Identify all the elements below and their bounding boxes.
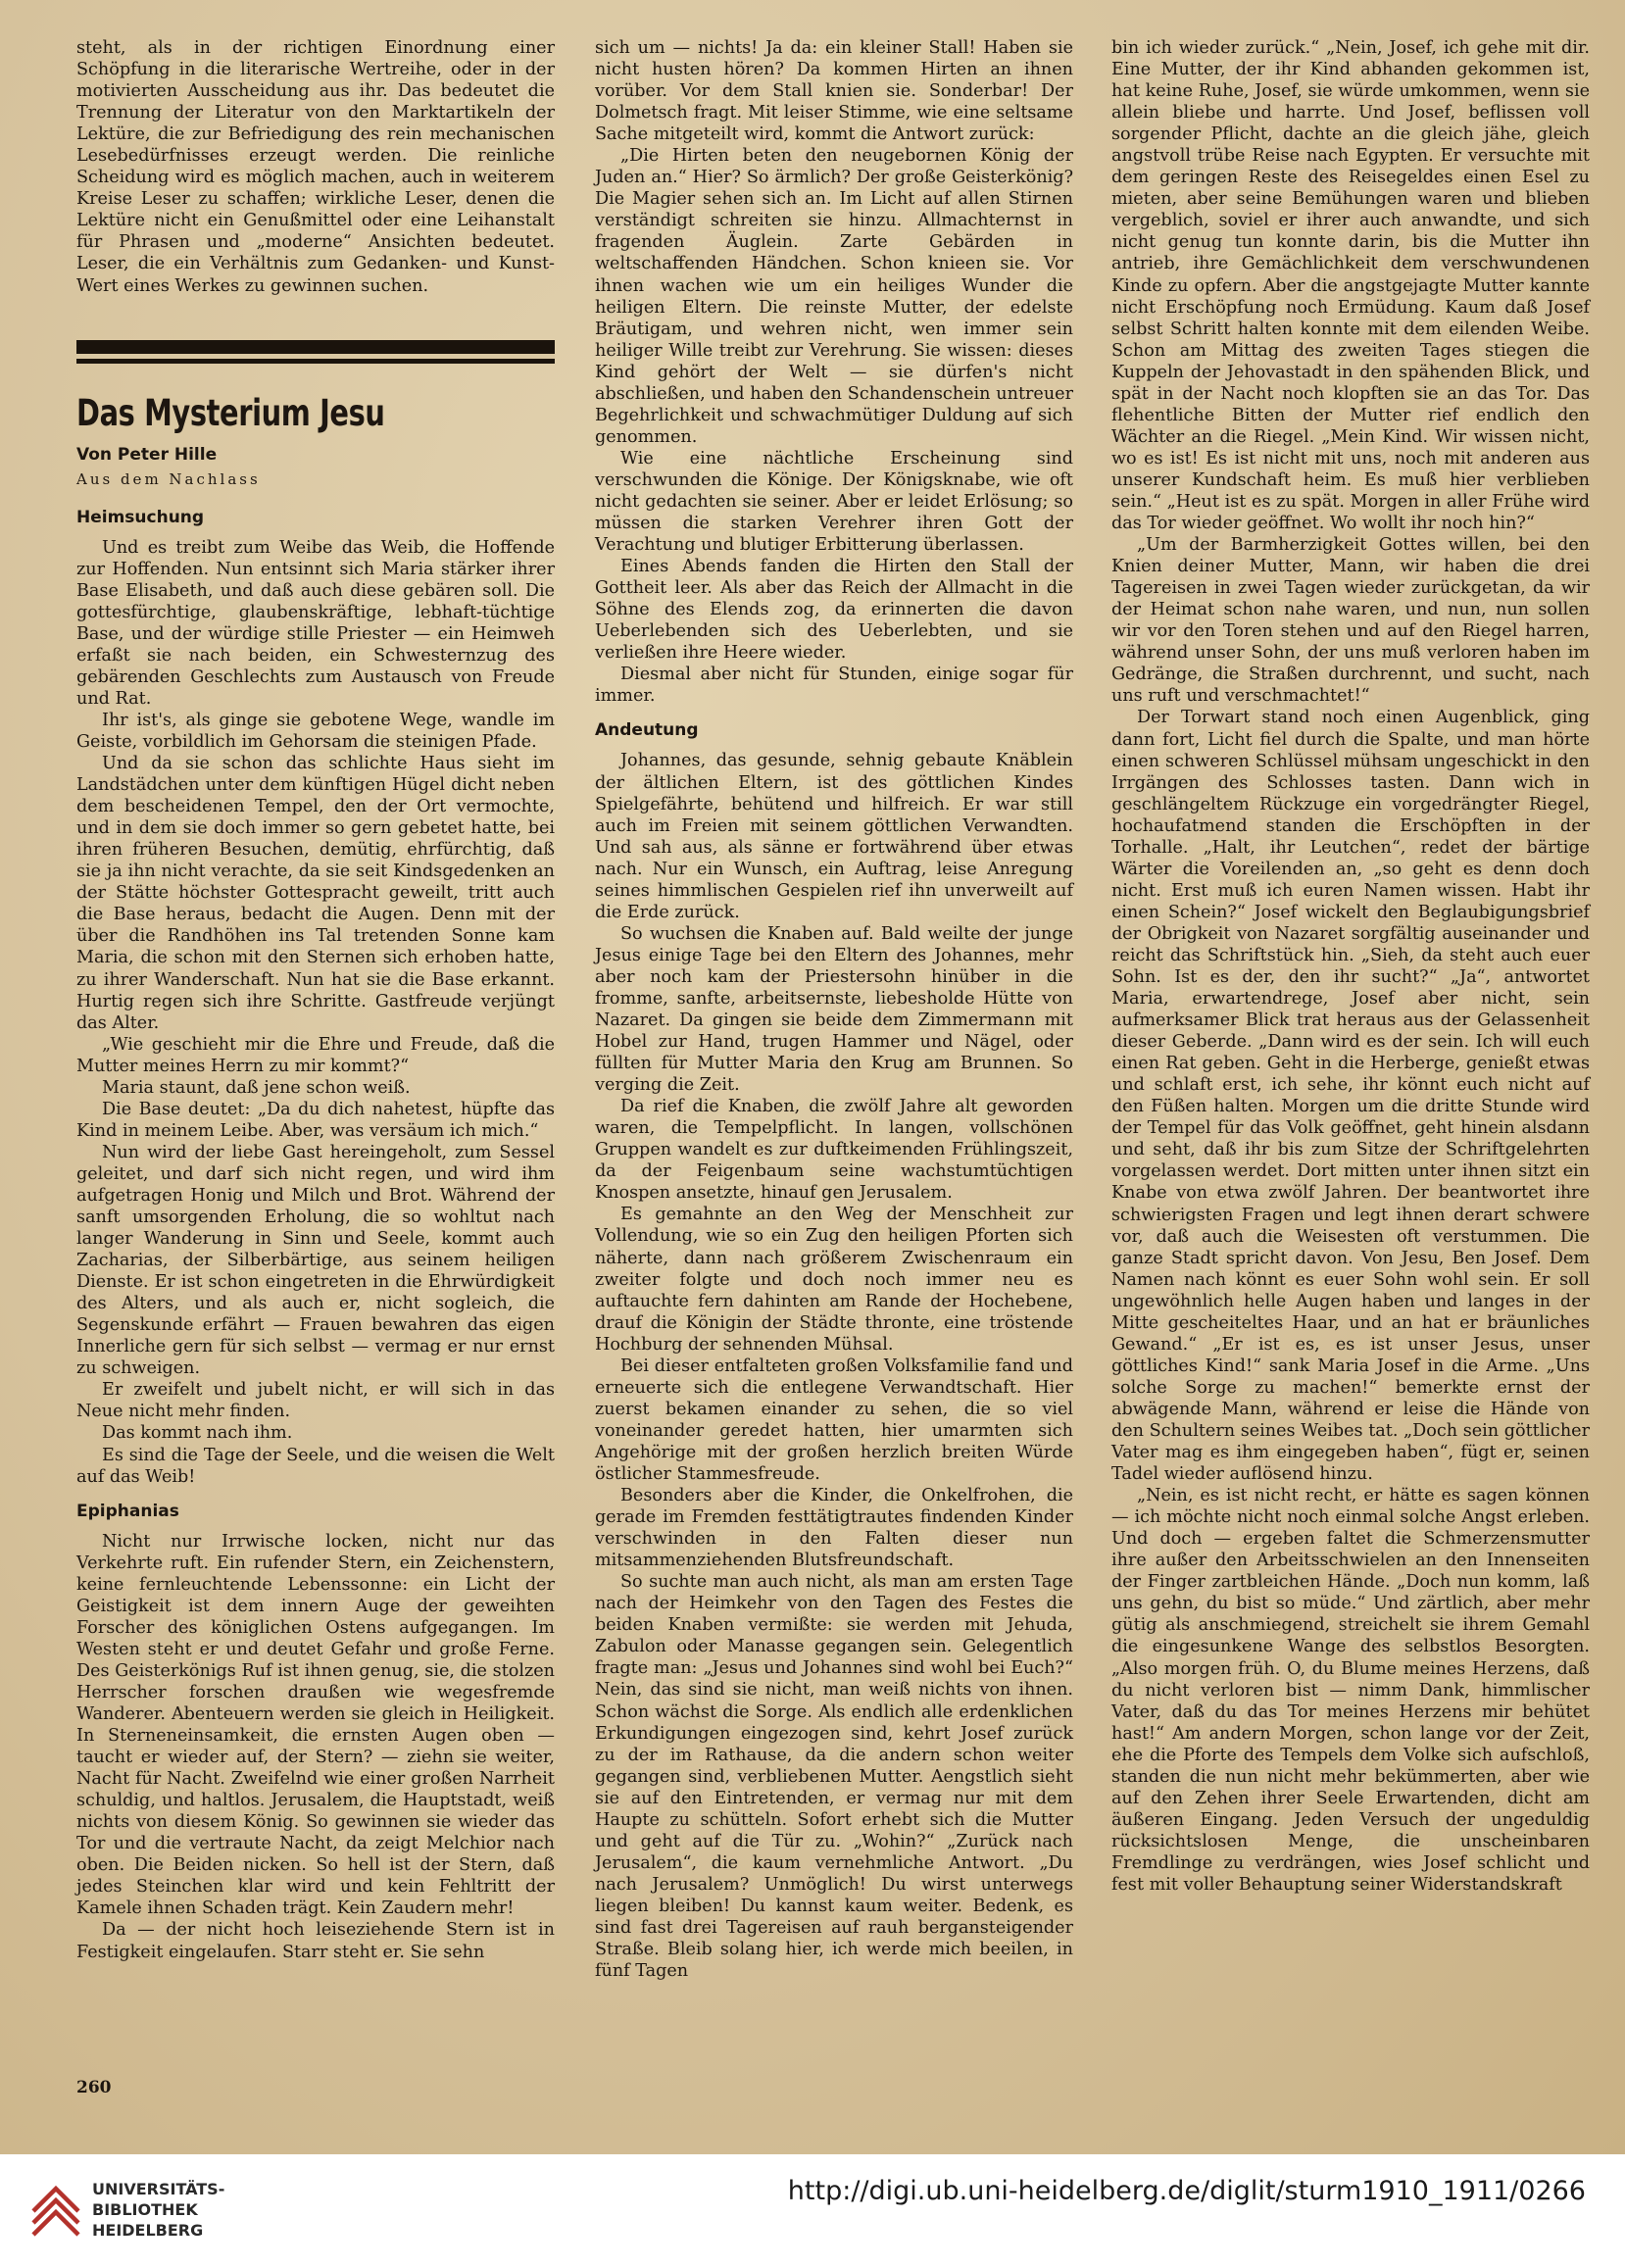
paragraph: Und da sie schon das schlichte Haus sieht im Landstädchen unter dem künftigen Hügel dicht neben dem bescheidenen Tempel, den der Ort vermochte, und in dem sie doch immer so gern gebetet hatte, bei ihren früheren Besuchen, demütig, ehrfürchtig, daß sie ja ihn nicht verachte, da sie seit Kindsgedenken an der Stätte höchster Gottespracht geweilt, tritt auch die Base heraus, bedacht die Augen. Denn mit der über die Randhöhen ins Tal tretenden Sonne kam Maria, die schon mit den Sternen sich erhoben hatte, zu ihrer Wanderschaft. Nun hat sie die Base erkannt. Hurtig regen sich ihre Schritte. Gastfreude verjüngt das Alter. <box>76 754 555 1033</box>
paragraph: „Um der Barmherzigkeit Gottes willen, bei den Knien deiner Mutter, Mann, wir haben die drei Tagereisen in zwei Tagen wieder zurückgetan, da wir der Heimat schon nahe waren, und nun, nun sollen wir vor den Toren stehen und auf den Riegel harren, während unser Sohn, der uns muß verloren haben im Gedränge, die Straßen durchrennt, und sucht, nach uns ruft und verschmachtet!“ <box>1111 535 1590 707</box>
paragraph: Das kommt nach ihm. <box>102 1423 293 1444</box>
permalink-url[interactable]: http://digi.ub.uni-heidelberg.de/diglit/sturm1910_1911/0266 <box>787 2176 1586 2206</box>
article-byline: Von Peter Hille <box>76 444 218 465</box>
paragraph: Es gemahnte an den Weg der Menschheit zur Vollendung, wie so ein Zug den heiligen Pforten sich näherte, dann nach größerem Zwischenraum ein zweiter folgte und doch noch immer neu es auftauchte fern dahinten am Rande der Hochebene, drauf die Königin der Städte thronte, eine tröstende Hochburg der sehnenden Mühsal. <box>595 1205 1073 1355</box>
paragraph: Und es treibt zum Weibe das Weib, die Hoffende zur Hoffenden. Nun entsinnt sich Maria stärker ihrer Base Elisabeth, und daß auch diese gebären soll. Die gottesfürchtige, glaubenskräftige, lebhaft-tüchtige Base, und der würdige stille Priester — ein Heimweh erfaßt sie nach beiden, ein Schwesternzug des gebärenden Geschlechts zum Austausch von Freude und Rat. <box>76 537 555 709</box>
column-right <box>1111 37 1590 1896</box>
paragraph: Eines Abends fanden die Hirten den Stall der Gottheit leer. Als aber das Reich der Allmacht in die Söhne des Elends zog, da erinnerten die davon Ueberlebenden sich des Ueberlebten, und sie verließen ihre Heere wieder. <box>595 557 1073 664</box>
column-left <box>76 37 555 1963</box>
library-name-line: HEIDELBERG <box>92 2221 204 2240</box>
paragraph: Johannes, das gesunde, sehnig gebaute Knäblein der ältlichen Eltern, ist des göttlichen Kindes Spielgefährte, behütend und hilfreich. Er war still auch im Freien mit seinem göttlichen Verwandten. Und sah aus, als sänne er fortwährend über etwas nach. Nur ein Wunsch, ein Auftrag, leise Anregung seines himmlischen Gespielen rief ihn unverweilt auf die Erde zurück. <box>595 751 1073 922</box>
page-number: 260 <box>76 2078 112 2097</box>
section-heading-heimsuchung: Heimsuchung <box>76 507 205 527</box>
paragraph: Er zweifelt und jubelt nicht, er will sich in das Neue nicht mehr finden. <box>76 1380 555 1422</box>
paragraph: „Nein, es ist nicht recht, er hätte es sagen können — ich möchte nicht noch einmal solche Angst erleben. Und doch — ergeben faltet die Schmerzensmutter ihre außer den Arbeitsschwielen an den Innenseiten der Finger zartbleichen Hände. „Doch nun komm, laß uns gehn, du bist so müde.“ Und zärtlich, aber mehr gütig als anschmiegend, streichelt sie ihrem Gemahl die eingesunkene Wange des selbstlos Besorgten. „Also morgen früh. O, du Blume meines Herzens, daß du nicht verloren bist — nimm Dank, himmlischer Vater, daß du das Tor meines Herzens mir behütet hast!“ Am andern Morgen, schon lange vor der Zeit, ehe die Pforte des Tempels dem Volke sich aufschloß, standen die nun nicht mehr bekümmerten, aber wie auf den Zehen ihrer Seele Erwartenden, dicht am äußeren Eingang. Jeden Versuch der ungeduldig rücksichtslosen Menge, die unscheinbaren Fremdlinge zu verdrängen, wies Josef schlicht und fest mit voller Behauptung seiner Widerstandskraft <box>1111 1486 1590 1895</box>
section-heading-epiphanias: Epiphanias <box>76 1501 179 1521</box>
column-middle <box>595 37 1073 1982</box>
library-name-line: UNIVERSITÄTS- <box>92 2180 225 2198</box>
paragraph: Wie eine nächtliche Erscheinung sind verschwunden die Könige. Der Königsknabe, wie oft nicht gedachten sie seiner. Aber er leidet Erlösung; so müssen die starken Verehrer ihren Gott der Verachtung und blutiger Erbitterung überlassen. <box>595 448 1073 556</box>
paragraph: Der Torwart stand noch einen Augenblick, ging dann fort, Licht fiel durch die Spalte, und man hörte einen schweren Schlüssel mühsam ungeschickt in den Irrgängen des Schlosses tasten. Dann wich in geschlängeltem Rückzuge ein vorgedrängter Riegel, hochaufatmend standen die Erschöpften in der Torhalle. „Halt, ihr Leutchen“, redet der bärtige Wärter die Voreilenden an, „so geht es denn doch nicht. Erst muß ich euren Namen wissen. Habt ihr einen Schein?“ Josef wickelt den Beglaubigungsbrief der Obrigkeit von Nazaret sorgfältig auseinander und reicht das Schriftstück hin. „Sieh, da steht auch euer Sohn. Ist es der, den ihr sucht?“ „Ja“, antwortet Maria, erwartendrege, Josef aber nicht, sein aufmerksamer Blick trat heraus aus der Gelassenheit dieser Geberde. „Dann wird es der sein. Ich will euch einen Rat geben. Geht in die Herberge, genießt etwas und schlaft erst, ich sehe, ihr könnt euch nicht auf den Füßen halten. Morgen um die dritte Stunde wird der Tempel für das Volk geöffnet, geht hinein alsdann und seht, daß ihr bis zum Sitze der Schriftgelehrten vorgelassen werdet. Dort mitten unter ihnen sitzt ein Knabe von etwa zwölf Jahren. Der beantwortet ihre schwierigsten Fragen und legt ihnen derart schwere vor, daß auch die Weisesten oft verstummen. Die ganze Stadt spricht davon. Von Jesu, Ben Josef. Dem Namen nach könnt es euer Sohn wohl sein. Er soll ungewöhnlich helle Augen haben und langes in der Mitte gescheiteltes Haar, und an hat er bräunliches Gewand.“ „Er ist es, es ist unser Jesus, unser göttliches Kind!“ sank Maria Josef in die Arme. „Uns solche Sorge zu machen!“ bemerkte ernst der abwägende Mann, während er leise die Hände von den Schultern seines Weibes tat. „Doch sein göttlicher Vater mag es ihm eingegeben haben“, fügt er, seinen Tadel wieder auflösend hinzu. <box>1111 708 1590 1485</box>
library-name-line: BIBLIOTHEK <box>92 2200 198 2219</box>
paragraph: „Die Hirten beten den neugebornen König der Juden an.“ Hier? So ärmlich? Der große Geisterkönig? Die Magier sehen sich an. Im Licht auf allen Stirnen verständigt schreiten sie hinzu. Allmachternst in fragenden Äuglein. Zarte Gebärden in weltschaffenden Händchen. Schon knieen sie. Vor ihnen wachen wie um ein heiliges Wunder die heiligen Eltern. Die reinste Mutter, der edelste Bräutigam, und wehren nicht, wen immer sein heiliger Wille treibt zur Verehrung. Sie wissen: dieses Kind gehört der Welt — sie dürfen's nicht abschließen, und haben den Schandenschein untreuer Begehrlichkeit und schwachmütiger Duldung auf sich genommen. <box>595 146 1073 447</box>
paragraph: Die Base deutet: „Da du dich nahetest, hüpfte das Kind in meinem Leibe. Aber, was versäum ich mich.“ <box>76 1099 555 1141</box>
paragraph: So wuchsen die Knaben auf. Bald weilte der junge Jesus einige Tage bei den Eltern des Johannes, mehr aber noch kam der Priestersohn hinüber in die fromme, sanfte, arbeitsernste, liebesholde Hütte von Nazaret. Da gingen sie beide dem Zimmermann mit Hobel zur Hand, trugen Hammer und Nägel, oder füllten für Mutter Maria den Krug am Brunnen. So verging die Zeit. <box>595 923 1073 1096</box>
paragraph: Diesmal aber nicht für Stunden, einige sogar für immer. <box>595 665 1073 707</box>
section-heading-andeutung: Andeutung <box>595 720 699 741</box>
article-note: Aus dem Nachlass <box>76 469 261 488</box>
paragraph: Da — der nicht hoch leiseziehende Stern ist in Festigkeit eingelaufen. Starr steht er. Sie sehn <box>76 1920 555 1962</box>
article-title: Das Mysterium Jesu <box>76 391 385 434</box>
library-name <box>92 2179 224 2241</box>
paragraph: Nicht nur Irrwische locken, nicht nur das Verkehrte ruft. Ein rufender Stern, ein Zeichenstern, keine fernleuchtende Lebenssonne: ein Licht der Geistigkeit ist dem innern Auge der geweihten Forscher des königlichen Ostens aufgegangen. Im Westen steht er und deutet Gefahr und große Ferne. Des Geisterkönigs Ruf ist ihnen genug, sie, die stolzen Herrscher forschen draußen wie wegesfremde Wanderer. Abenteuern werden sie gleich in Heiligkeit. In Sterneneinsamkeit, die ernsten Augen oben — taucht er wieder auf, der Stern? — ziehn sie weiter, Nacht für Nacht. Zweifelnd wie einer großen Narrheit schuldig, und haltlos. Jerusalem, die Hauptstadt, weiß nichts von diesem König. So gewinnen sie wieder das Tor und die vertraute Nacht, da zeigt Melchior nach oben. Die Beiden nicken. So hell ist der Stern, daß jedes Steinchen klar wird und kein Fehltritt der Kamele ihnen Schaden trägt. Kein Zaudern mehr! <box>76 1531 555 1919</box>
paragraph: Besonders aber die Kinder, die Onkelfrohen, die gerade im Fremden festtätigtrautes findenden Kinder verschwinden in den Falten dieser nun mitsammenziehenden Blutsfreundschaft. <box>595 1486 1073 1571</box>
intro-paragraph: steht, als in der richtigen Einordnung einer Schöpfung in die literarische Wertreihe, oder in der motivierten Ausscheidung aus ihr. Das bedeutet die Trennung der Literatur von den Marktartikeln der Lektüre, die zur Befriedigung des rein mechanischen Lesebedürfnisses erzeugt werden. Die reinliche Scheidung wird es möglich machen, auch in weiterem Kreise Leser zu schaffen; wirkliche Leser, denen die Lektüre nicht ein Genußmittel oder eine Leihanstalt für Phrasen und „moderne“ Ansichten bedeutet. Leser, die ein Verhältnis zum Gedanken- und Kunst-Wert eines Werkes zu gewinnen suchen. <box>76 38 555 296</box>
paragraph: Nun wird der liebe Gast hereingeholt, zum Sessel geleitet, und darf sich nicht regen, und wird ihm aufgetragen Honig und Milch und Brot. Während der sanft umsorgenden Erholung, die so wohltut nach langer Wanderung in Sinn und Seele, kommt auch Zacharias, der Silberbärtige, aus seinem heiligen Dienste. Er ist schon eingetreten in die Ehrwürdigkeit des Alters, und als auch er, nicht sogleich, die Segenskunde erfährt — Frauen bewahren das eigen Innerliche gern für sich selbst — vermag er nur ernst zu schweigen. <box>76 1142 555 1379</box>
paragraph: bin ich wieder zurück.“ „Nein, Josef, ich gehe mit dir. Eine Mutter, der ihr Kind abhanden gekommen ist, hat keine Ruhe, Josef, sie würde umkommen, wenn sie allein bliebe und harrte. Und Josef, beflissen voll sorgender Pflicht, dachte an die gleich jähe, gleich angstvoll trübe Reise nach Egypten. Er versuchte mit dem geringen Reste des Reisegeldes einen Esel zu mieten, aber seine Bemühungen waren und blieben vergeblich, soviel er ihrer auch anwandte, und sich nicht genug tun konnte darin, bis die Mutter ihn antrieb, ihre Gemächlichkeit dem verschwundenen Kinde zu opfern. Aber die angstgejagte Mutter kannte nicht Erschöpfung noch Ermüdung. Kaum daß Josef selbst Schritt halten konnte mit dem eilenden Weibe. Schon am Mittag des zweiten Tages stiegen die Kuppeln der Jehovastadt in den spähenden Blick, und spät in der Nacht noch klopften sie an das Tor. Das flehentliche Bitten der Mutter rief endlich den Wächter an die Riegel. „Mein Kind. Wir wissen nicht, wo es ist! Es ist nicht mit uns, noch mit anderen aus unserer Kundschaft heim. Es muß hier verblieben sein.“ „Heut ist es zu spät. Morgen in aller Frühe wird das Tor wieder geöffnet. Wo wollt ihr noch hin?“ <box>1111 38 1590 534</box>
paragraph: sich um — nichts! Ja da: ein kleiner Stall! Haben sie nicht husten hören? Da kommen Hirten an ihnen vorüber. Vor dem Stall knien sie. Sonderbar! Der Dolmetsch fragt. Mit leiser Stimme, wie eine seltsame Sache mitgeteilt wird, kommt die Antwort zurück: <box>595 38 1073 145</box>
paragraph: Maria staunt, daß jene schon weiß. <box>102 1077 411 1098</box>
paragraph: Es sind die Tage der Seele, und die weisen die Welt auf das Weib! <box>76 1445 555 1487</box>
section-divider <box>76 340 555 359</box>
paragraph: „Wie geschieht mir die Ehre und Freude, daß die Mutter meines Herrn zu mir kommt?“ <box>76 1034 555 1076</box>
paragraph: So suchte man auch nicht, als man am ersten Tage nach der Heimkehr von den Tagen des Festes die beiden Knaben vermißte: sie werden mit Jehuda, Zabulon oder Manasse gegangen sein. Gelegentlich fragte man: „Jesus und Johannes sind wohl bei Euch?“ Nein, das sind sie nicht, man weiß nichts von ihnen. Schon wächst die Sorge. Als endlich alle erdenklichen Erkundigungen eingezogen sind, kehrt Josef zurück zu der im Rathause, da die andern schon weiter gegangen sind, verbliebenen Mutter. Aengstlich sieht sie auf den Eintretenden, er vermag nur mit dem Haupte zu schütteln. Sofort erhebt sich die Mutter und geht auf die Tür zu. „Wohin?“ „Zurück nach Jerusalem“, die kaum vernehmliche Antwort. „Du nach Jerusalem? Unmöglich! Du wirst unterwegs liegen bleiben! Du kannst kaum weiter. Bedenk, es sind fast drei Tagereisen auf rauh bergansteigender Straße. Bleib solang hier, ich werde mich beeilen, in fünf Tagen <box>595 1572 1073 1982</box>
paragraph: Ihr ist's, als ginge sie gebotene Wege, wandle im Geiste, vorbildlich im Gehorsam die steinigen Pfade. <box>76 710 555 752</box>
paragraph: Bei dieser entfalteten großen Volksfamilie fand und erneuerte sich die entlegene Verwandtschaft. Hier zuerst bekamen einander zu sehen, die so viel voneinander geredet hatten, hier umarmten sich Angehörige mit der großen herzlich breiten Würde östlicher Stammesfreude. <box>595 1356 1073 1484</box>
library-footer <box>0 2154 1625 2268</box>
library-logo-icon <box>29 2174 82 2246</box>
paragraph: Da rief die Knaben, die zwölf Jahre alt geworden waren, die Tempelpflicht. In langen, vollschönen Gruppen wandelt es zur duftkeimenden Frühlingszeit, da der Feigenbaum seine wachstumtüchtigen Knospen ansetzte, hinauf gen Jerusalem. <box>595 1097 1073 1204</box>
